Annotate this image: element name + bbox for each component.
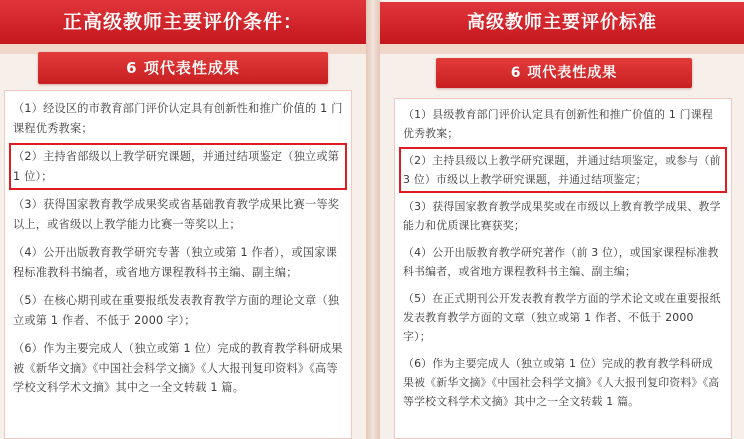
left-item-3: （3）获得国家教育教学成果奖或省基础教育教学成果比赛一等奖以上，或省级以上教学能力比赛一等奖以上； [13, 198, 340, 231]
left-item-5: （5）在核心期刊或在重要报纸发表教育教学方面的理论文章（独立或第 1 作者、不低于 2000 字）； [13, 294, 340, 327]
left-title: 正高级教师主要评价条件： [0, 0, 366, 44]
left-item-6: （6）作为主要完成人（独立或第 1 位）完成的教育教学科研成果被《新华文摘》《中国社会科学文摘》《人大报刊复印资料》《高等学校文科学术文摘》其中之一全文转载 1 篇。 [13, 342, 343, 394]
left-item-2-highlighted: （2）主持省部级以上教学研究课题，并通过结项鉴定（独立或第 1 位）； [11, 145, 345, 188]
left-criteria-list [4, 90, 352, 439]
right-criteria-list [394, 98, 732, 439]
left-panel [0, 0, 366, 439]
right-item-6: （6）作为主要完成人（独立或第 1 位）完成的教育教学科研成果被《新华文摘》《中国社会科学文摘》《人大报刊复印资料》《高等学校文科学术文摘》其中之一全文转载 1 篇。 [403, 357, 720, 408]
left-item-4: （4）公开出版教育教学研究专著（独立或第 1 作者），或国家课程标准教科书编者，或省地方课程教科书主编、副主编； [13, 246, 338, 279]
left-item-1: （1）经设区的市教育部门评价认定具有创新性和推广价值的 1 门课程优秀教案； [13, 102, 343, 135]
right-item-2-highlighted: （2）主持县级以上教学研究课题，并通过结项鉴定，或参与（前 3 位）市级以上教学研究课题，并通过结项鉴定； [401, 149, 725, 191]
right-subtitle-banner: 6 项代表性成果 [436, 58, 692, 88]
right-panel [380, 0, 744, 439]
right-item-5: （5）在正式期刊公开发表教育教学方面的学术论文或在重要报纸发表教育教学方面的文章（独立或第 1 作者、不低于 2000 字）； [403, 292, 721, 343]
right-title: 高级教师主要评价标准 [380, 2, 744, 44]
right-item-3: （3）获得国家教育教学成果奖或在市级以上教育教学成果、教学能力和优质课比赛获奖； [403, 200, 721, 232]
right-title-base [380, 44, 744, 54]
right-item-1: （1）县级教育部门评价认定具有创新性和推广价值的 1 门课程优秀教案； [403, 108, 713, 140]
left-subtitle-banner: 6 项代表性成果 [38, 52, 328, 84]
panel-divider [366, 0, 380, 439]
right-item-4: （4）公开出版教育教学研究著作（前 3 位），或国家课程标准教科书编者，或省地方课程教科书主编、副主编； [403, 246, 719, 278]
